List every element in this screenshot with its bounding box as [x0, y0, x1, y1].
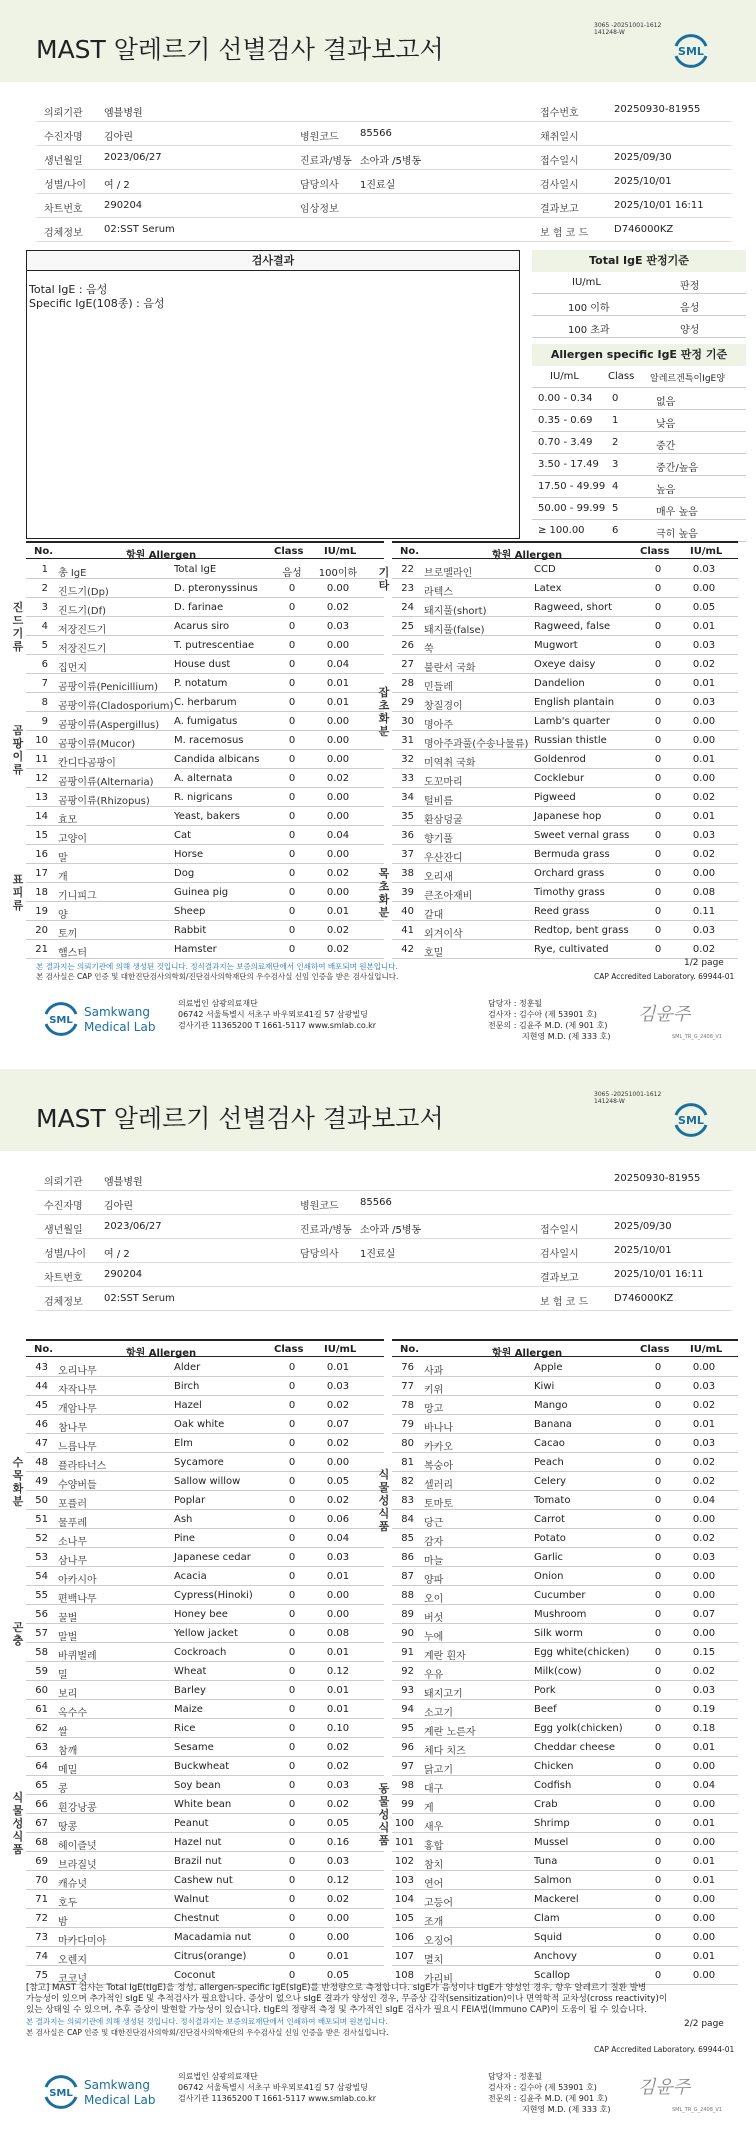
allergen-row: 58 바퀴벌레 Cockroach 0 0.01	[26, 1643, 384, 1662]
allergen-row: 77 키위 Kiwi 0 0.03	[392, 1377, 738, 1396]
allergen-row: 84 당근 Carrot 0 0.00	[392, 1510, 738, 1529]
category-label: 식물성식품	[12, 1791, 24, 1856]
page-number-1: 1/2 page	[684, 958, 724, 968]
allergen-row: 91 계란 흰자 Egg white(chicken) 0 0.15	[392, 1643, 738, 1662]
allergen-row: 101 홍합 Mussel 0 0.00	[392, 1833, 738, 1852]
receipt-no: 20250930-81955	[614, 104, 701, 115]
svg-text:Medical Lab: Medical Lab	[84, 1020, 156, 1034]
spec-criteria-row: 0.35 - 0.69 1 낮음	[532, 410, 746, 432]
allergen-row: 38 오리새 Orchard grass 0 0.00	[392, 864, 738, 883]
signature: 김윤주	[638, 1004, 691, 1025]
samkwang-logo-icon	[44, 2073, 164, 2111]
footer-2: SML Samkwang Medical Lab 의료법인 삼광의료재단 06742 서울특별시 서초구 바우뫼로41길 57 삼광빌딩 검사기관 11365200 T 1661-5117 www.smlab.co.kr 담당자 : 정훈될 검사자 : 김수아 (제 53901 호) 전문의 : 김윤주 M.D. (제 901 호) 지현영 M.D. (제 333 호) 김윤주 SML_TR_G_2408_V1	[36, 2063, 732, 2123]
samkwang-logo-icon	[44, 1000, 164, 1038]
allergen-row: 51 물푸레 Ash 0 0.06	[26, 1510, 384, 1529]
dept: 소아과 /5병동	[360, 156, 422, 167]
allergen-row: 55 편백나무 Cypress(Hinoki) 0 0.00	[26, 1586, 384, 1605]
allergen-row: 8 곰팡이류(Cladosporium) C. herbarum 0 0.01	[26, 693, 384, 712]
allergen-row: 79 바나나 Banana 0 0.01	[392, 1415, 738, 1434]
signature: 김윤주	[638, 2077, 691, 2098]
category-label: 목초화분	[378, 866, 390, 919]
allergen-row: 89 버섯 Mushroom 0 0.07	[392, 1605, 738, 1624]
receipt-date: 2025/09/30	[614, 152, 672, 163]
allergen-row: 27 불란서 국화 Oxeye daisy 0 0.02	[392, 655, 738, 674]
allergen-row: 73 마카다미아 Macadamia nut 0 0.00	[26, 1928, 384, 1947]
allergen-row: 25 돼지풀(false) Ragweed, false 0 0.01	[392, 617, 738, 636]
allergen-table-1-right	[378, 541, 738, 961]
allergen-row: 61 옥수수 Maize 0 0.01	[26, 1700, 384, 1719]
doctor: 1진료실	[360, 180, 396, 191]
result-heading: 검사결과	[27, 251, 519, 271]
sex-age: 여 / 2	[104, 180, 130, 191]
svg-text:SML: SML	[678, 45, 704, 58]
allergen-row: 86 마늘 Garlic 0 0.03	[392, 1548, 738, 1567]
report-page-1: MAST 알레르기 선별검사 결과보고서 3065 -20251001-1612 141248-W SML 의뢰기관 엠블병원 접수번호 20250930-81955 수진자명 김아린 병원코드 85566 채취일시 생년월일 2023/06/27 진료과/병동 소아과 /5병동 접수일시 2025/09/30 성별/나이 여 / 2 담당의사 1진료실 검사일시 2025/10/01 차트번호 290204 임상정보 결과보고 2025/10/01 16:11 검체정보 02:SST Serum 보 험 코 드 D746000KZ 검사결과 Total IgE : 음성 Specific IgE(108종) : 음성 Total IgE 판정기준 IU/mL 판정 100 이하 음성 100 초과 양성 Allergen specific IgE 판정 기준 IU/mL Class 알레르겐특이IgE양 0.00 - 0.34 0 없음 0.35 - 0.69 1 낮음 0.70 - 3.49 2 중간 3.50 - 17.49 3 중간/높음 17.50 - 49.99 4 높음 50.00 - 99.99 5 매우 높음 ≥ 100.00 6 극히 높음 No. 항원 Allergen Class IU/mL 1 총 IgE Total IgE 음성 100이하 2 진드기(Dp) D. pteronyssinus 0 0.00 3 진드기(Df) D. farinae 0 0.02 4 저장진드기 Acarus siro 0 0.03 5 저장진드기 T. putrescentiae 0 0.00 6 집먼지 House dust 0 0.04 7 곰팡이류(Penicillium) P. notatum 0 0.01 8 곰팡이류(Cladosporium) C. herbarum 0 0.01 9 곰팡이류(Aspergillus) A. fumigatus 0 0.00 10 곰팡이류(Mucor) M. racemosus 0 0.00 11 칸디다곰팡이 Candida albicans 0 0.00 12 곰팡이류(Alternaria) A. alternata 0 0.02 13 곰팡이류(Rhizopus) R. nigricans 0 0.00 14 효모 Yeast, bakers 0 0.00 15 고양이 Cat 0 0.04 16 말 Horse 0 0.00 17 개 Dog 0 0.02 18 기니피그 Guinea pig 0 0.00 19 양 Sheep 0 0.01 20 토끼 Rabbit 0 0.02 21 햄스터 Hamster 0 0.02 진드기류 곰팡이류 표피류 No. 항원 Allergen Class IU/mL 22 브로멜라인 CCD 0 0.03 23 라텍스 Latex 0 0.00 24 돼지풀(short) Ragweed, short 0 0.05 25 돼지풀(false) Ragweed, false 0 0.01 26 쑥 Mugwort 0 0.03 27 불란서 국화 Oxeye daisy 0 0.02 28 민들레 Dandelion 0 0.01 29 창질경이 English plantain 0 0.03 30 명아주 Lamb's quarter 0 0.00 31 명아주과풀(수송나물류) Russian thistle 0 0.00 32 미역취 국화 Goldenrod 0 0.01 33 도꼬마리 Cocklebur 0 0.00 34 털비름 Pigweed 0 0.02 35 환삼덩굴 Japanese hop 0 0.01 36 향기풀 Sweet vernal grass 0 0.03 37 우산잔디 Bermuda grass 0 0.02 38 오리새 Orchard grass 0 0.00 39 큰조아재비 Timothy grass 0 0.08 40 갈대 Reed grass 0 0.11 41 외겨이삭 Redtop, bent grass 0 0.03 42 호밀 Rye, cultivated 0 0.02 기타 잡초화분 목초화분 본 결과지는 의뢰기관에 의해 생성된 것입니다. 정식결과지는 보증의료재단에서 인쇄하여 배포되며 원본입니다. 본 검사실은 CAP 인증 및 대한진단검사의학회/진단검사의학재단의 우수검사실 신임 인증을 받은 검사실입니다. 1/2 page CAP Accredited Laboratory. 69944-01 SML Samkwang Medical Lab 의료법인 삼광의료재단 06742 서울특별시 서초구 바우뫼로41길 57 삼광빌딩 검사기관 11365200 T 1661-5117 www.smlab.co.kr 담당자 : 정훈될 검사자 : 김수아 (제 53901 호) 전문의 : 김윤주 M.D. (제 901 호) 지현영 M.D. (제 333 호) 김윤주 SML_TR_G_2408_V1	[0, 0, 756, 1069]
allergen-row: 35 환삼덩굴 Japanese hop 0 0.01	[392, 807, 738, 826]
allergen-row: 88 오이 Cucumber 0 0.00	[392, 1586, 738, 1605]
allergen-row: 12 곰팡이류(Alternaria) A. alternata 0 0.02	[26, 769, 384, 788]
category-label: 잡초화분	[378, 686, 390, 738]
svg-text:Medical Lab: Medical Lab	[84, 2093, 156, 2107]
allergen-row: 41 외겨이삭 Redtop, bent grass 0 0.03	[392, 921, 738, 940]
allergen-row: 14 효모 Yeast, bakers 0 0.00	[26, 807, 384, 826]
allergen-row: 71 호두 Walnut 0 0.02	[26, 1890, 384, 1909]
svg-text:Samkwang: Samkwang	[84, 1005, 150, 1019]
allergen-row: 44 자작나무 Birch 0 0.03	[26, 1377, 384, 1396]
table-header: No. 항원 Allergen Class IU/mL	[392, 541, 738, 559]
spec-criteria-row: 0.00 - 0.34 0 없음	[532, 388, 746, 410]
report-page-2: MAST 알레르기 선별검사 결과보고서 3065 -20251001-1612 141248-W SML 의뢰기관 엠블병원 20250930-81955 수진자명 김아린 병원코드 85566 생년월일 2023/06/27 진료과/병동 소아과 /5병동 접수일시 2025/09/30 성별/나이 여 / 2 담당의사 1진료실 검사일시 2025/10/01 차트번호 290204 결과보고 2025/10/01 16:11 검체정보 02:SST Serum 보 험 코 드 D746000KZ No. 항원 Allergen Class IU/mL 43 오리나무 Alder 0 0.01 44 자작나무 Birch 0 0.03 45 개암나무 Hazel 0 0.02 46 참나무 Oak white 0 0.07 47 느릅나무 Elm 0 0.02 48 플라타너스 Sycamore 0 0.00 49 수양버들 Sallow willow 0 0.05 50 포플러 Poplar 0 0.02 51 물푸레 Ash 0 0.06 52 소나무 Pine 0 0.04 53 삼나무 Japanese cedar 0 0.03 54 아카시아 Acacia 0 0.01 55 편백나무 Cypress(Hinoki) 0 0.00 56 꿀벌 Honey bee 0 0.00 57 말벌 Yellow jacket 0 0.08 58 바퀴벌레 Cockroach 0 0.01 59 밀 Wheat 0 0.12 60 보리 Barley 0 0.01 61 옥수수 Maize 0 0.01 62 쌀 Rice 0 0.10 63 참깨 Sesame 0 0.02 64 메밀 Buckwheat 0 0.02 65 콩 Soy bean 0 0.03 66 흰강낭콩 White bean 0 0.02 67 땅콩 Peanut 0 0.05 68 헤이즐넛 Hazel nut 0 0.16 69 브라질넛 Brazil nut 0 0.03 70 캐슈넛 Cashew nut 0 0.12 71 호두 Walnut 0 0.02 72 밤 Chestnut 0 0.00 73 마카다미아 Macadamia nut 0 0.00 74 오렌지 Citrus(orange) 0 0.01 75 코코넛 Coconut 0 0.05 수목화분 곤충 식물성식품 No. 항원 Allergen Class IU/mL 76 사과 Apple 0 0.00 77 키위 Kiwi 0 0.03 78 망고 Mango 0 0.02 79 바나나 Banana 0 0.01 80 카카오 Cacao 0 0.03 81 복숭아 Peach 0 0.02 82 셀러리 Celery 0 0.02 83 토마토 Tomato 0 0.04 84 당근 Carrot 0 0.00 85 감자 Potato 0 0.02 86 마늘 Garlic 0 0.03 87 양파 Onion 0 0.00 88 오이 Cucumber 0 0.00 89 버섯 Mushroom 0 0.07 90 누에 Silk worm 0 0.00 91 계란 흰자 Egg white(chicken) 0 0.15 92 우유 Milk(cow) 0 0.02 93 돼지고기 Pork 0 0.03 94 소고기 Beef 0 0.19 95 계란 노른자 Egg yolk(chicken) 0 0.18 96 체다 치즈 Cheddar cheese 0 0.01 97 닭고기 Chicken 0 0.00 98 대구 Codfish 0 0.04 99 게 Crab 0 0.00 100 새우 Shrimp 0 0.01 101 홍합 Mussel 0 0.00 102 참치 Tuna 0 0.01 103 연어 Salmon 0 0.01 104 고등어 Mackerel 0 0.00 105 조개 Clam 0 0.00 106 오징어 Squid 0 0.00 107 멸치 Anchovy 0 0.01 108 가리비 Scallop 0 0.00 식물성식품 동물성식품 [참고] MAST 검사는 Total IgE(tIgE)을 정성, allergen-specific IgE(sIgE)를 반정량으로 측정합니다. sIgE가 음성이나 tIgE가 양성인 경우, 항우 알레르기 질환 발병 가능성이 있으며 추가적인 sIgE 및 추적검사가 필요합니다. 증상이 없으나 sIgE 결과가 양성인 경우, 무증상 감작(sensitization)이나 면역학적 교차성(cross reactivity)이 있는 상태일 수 있으며, 추후 증상이 발현할 가능성이 있습니다. tIgE의 정량적 측정 및 추가적인 sIgE 검사가 필요시 FEIA법(Immuno CAP)이 도움이 될 수 있습니다. 본 결과지는 의뢰기관에 의해 생성된 것입니다. 정식결과지는 보증의료재단에서 인쇄하여 배포되며 원본입니다. 본 검사실은 CAP 인증 및 대한진단검사의학회/진단검사의학재단의 우수검사실 신임 인증을 받은 검사실입니다. 2/2 page CAP Accredited Laboratory. 69944-01 SML Samkwang Medical Lab 의료법인 삼광의료재단 06742 서울특별시 서초구 바우뫼로41길 57 삼광빌딩 검사기관 11365200 T 1661-5117 www.smlab.co.kr 담당자 : 정훈될 검사자 : 김수아 (제 53901 호) 전문의 : 김윤주 M.D. (제 901 호) 지현영 M.D. (제 333 호) 김윤주 SML_TR_G_2408_V1	[0, 1069, 756, 2138]
allergen-row: 37 우산잔디 Bermuda grass 0 0.02	[392, 845, 738, 864]
allergen-row: 32 미역취 국화 Goldenrod 0 0.01	[392, 750, 738, 769]
specific-criteria-title: Allergen specific IgE 판정 기준	[532, 344, 746, 366]
allergen-row: 99 게 Crab 0 0.00	[392, 1795, 738, 1814]
allergen-row: 45 개암나무 Hazel 0 0.02	[26, 1396, 384, 1415]
allergen-row: 63 참깨 Sesame 0 0.02	[26, 1738, 384, 1757]
allergen-row: 64 메밀 Buckwheat 0 0.02	[26, 1757, 384, 1776]
allergen-row: 60 보리 Barley 0 0.01	[26, 1681, 384, 1700]
allergen-row: 4 저장진드기 Acarus siro 0 0.03	[26, 617, 384, 636]
report-code: 3065 -20251001-1612 141248-W	[594, 22, 662, 36]
result-specific: Specific IgE(108종) : 음성	[29, 297, 165, 310]
allergen-row: 78 망고 Mango 0 0.02	[392, 1396, 738, 1415]
allergen-row: 46 참나무 Oak white 0 0.07	[26, 1415, 384, 1434]
allergen-row: 10 곰팡이류(Mucor) M. racemosus 0 0.00	[26, 731, 384, 750]
allergen-row: 54 아카시아 Acacia 0 0.01	[26, 1567, 384, 1586]
footnote-1: 본 결과지는 의뢰기관에 의해 생성된 것입니다. 정식결과지는 보증의료재단에서 인쇄하여 배포되며 원본입니다. 본 검사실은 CAP 인증 및 대한진단검사의학회/진단검사의학재단의 우수검사실 신임 인증을 받은 검사실입니다.	[36, 962, 399, 981]
allergen-row: 69 브라질넛 Brazil nut 0 0.03	[26, 1852, 384, 1871]
allergen-table-2-right	[378, 1339, 738, 1999]
spec-criteria-row: 0.70 - 3.49 2 중간	[532, 432, 746, 454]
report-date: 2025/10/01 16:11	[614, 200, 704, 211]
allergen-row: 43 오리나무 Alder 0 0.01	[26, 1358, 384, 1377]
category-label: 기타	[378, 566, 390, 592]
footer-1: SML Samkwang Medical Lab 의료법인 삼광의료재단 06742 서울특별시 서초구 바우뫼로41길 57 삼광빌딩 검사기관 11365200 T 1661-5117 www.smlab.co.kr 담당자 : 정훈될 검사자 : 김수아 (제 53901 호) 전문의 : 김윤주 M.D. (제 901 호) 지현영 M.D. (제 333 호) 김윤주 SML_TR_G_2408_V1	[36, 990, 732, 1050]
allergen-row: 95 계란 노른자 Egg yolk(chicken) 0 0.18	[392, 1719, 738, 1738]
svg-text:SML: SML	[49, 1015, 73, 1026]
allergen-row: 3 진드기(Df) D. farinae 0 0.02	[26, 598, 384, 617]
allergen-row: 83 토마토 Tomato 0 0.04	[392, 1491, 738, 1510]
table-header: No. 항원 Allergen Class IU/mL	[392, 1339, 738, 1357]
category-label: 곰팡이류	[12, 724, 24, 776]
allergen-row: 104 고등어 Mackerel 0 0.00	[392, 1890, 738, 1909]
allergen-row: 75 코코넛 Coconut 0 0.05	[26, 1966, 384, 1985]
allergen-row: 96 체다 치즈 Cheddar cheese 0 0.01	[392, 1738, 738, 1757]
spec-criteria-row: 3.50 - 17.49 3 중간/높음	[532, 454, 746, 476]
cap-line-2: CAP Accredited Laboratory. 69944-01	[594, 2045, 735, 2054]
hospital-name: 엠블병원	[104, 108, 143, 119]
allergen-row: 1 총 IgE Total IgE 음성 100이하	[26, 560, 384, 579]
sml-logo-icon	[672, 1101, 710, 1139]
spec-criteria-row: 50.00 - 99.99 5 매우 높음	[532, 498, 746, 520]
allergen-row: 81 복숭아 Peach 0 0.02	[392, 1453, 738, 1472]
allergen-row: 39 큰조아재비 Timothy grass 0 0.08	[392, 883, 738, 902]
category-label: 식물성식품	[378, 1468, 390, 1533]
hospital-code: 85566	[360, 128, 392, 139]
report-title: MAST 알레르기 선별검사 결과보고서	[36, 35, 444, 64]
patient-name: 김아린	[104, 132, 133, 143]
allergen-row: 31 명아주과풀(수송나물류) Russian thistle 0 0.00	[392, 731, 738, 750]
allergen-row: 42 호밀 Rye, cultivated 0 0.02	[392, 940, 738, 959]
result-box	[26, 250, 520, 539]
allergen-row: 21 햄스터 Hamster 0 0.02	[26, 940, 384, 959]
allergen-row: 100 새우 Shrimp 0 0.01	[392, 1814, 738, 1833]
allergen-table-2-left	[12, 1339, 384, 1999]
allergen-row: 107 멸치 Anchovy 0 0.01	[392, 1947, 738, 1966]
spec-criteria-row: 17.50 - 49.99 4 높음	[532, 476, 746, 498]
allergen-row: 56 꿀벌 Honey bee 0 0.00	[26, 1605, 384, 1624]
allergen-row: 97 닭고기 Chicken 0 0.00	[392, 1757, 738, 1776]
allergen-row: 65 콩 Soy bean 0 0.03	[26, 1776, 384, 1795]
allergen-row: 50 포플러 Poplar 0 0.02	[26, 1491, 384, 1510]
allergen-row: 28 민들레 Dandelion 0 0.01	[392, 674, 738, 693]
allergen-row: 47 느릅나무 Elm 0 0.02	[26, 1434, 384, 1453]
allergen-row: 105 조개 Clam 0 0.00	[392, 1909, 738, 1928]
cap-line-1: CAP Accredited Laboratory. 69944-01	[594, 972, 735, 981]
category-label: 수목화분	[12, 1455, 24, 1508]
report-code: 3065 -20251001-1612 141248-W	[594, 1091, 662, 1105]
allergen-row: 106 오징어 Squid 0 0.00	[392, 1928, 738, 1947]
svg-text:Samkwang: Samkwang	[84, 2078, 150, 2092]
spec-criteria-row: ≥ 100.00 6 극히 높음	[532, 520, 746, 542]
allergen-row: 67 땅콩 Peanut 0 0.05	[26, 1814, 384, 1833]
allergen-row: 102 참치 Tuna 0 0.01	[392, 1852, 738, 1871]
allergen-row: 24 돼지풀(short) Ragweed, short 0 0.05	[392, 598, 738, 617]
category-label: 표피류	[12, 873, 24, 912]
allergen-row: 9 곰팡이류(Aspergillus) A. fumigatus 0 0.00	[26, 712, 384, 731]
allergen-row: 5 저장진드기 T. putrescentiae 0 0.00	[26, 636, 384, 655]
allergen-row: 17 개 Dog 0 0.02	[26, 864, 384, 883]
chart-no: 290204	[104, 200, 143, 211]
allergen-row: 13 곰팡이류(Rhizopus) R. nigricans 0 0.00	[26, 788, 384, 807]
allergen-row: 57 말벌 Yellow jacket 0 0.08	[26, 1624, 384, 1643]
svg-text:SML: SML	[49, 2088, 73, 2099]
allergen-row: 53 삼나무 Japanese cedar 0 0.03	[26, 1548, 384, 1567]
allergen-row: 6 집먼지 House dust 0 0.04	[26, 655, 384, 674]
allergen-row: 22 브로멜라인 CCD 0 0.03	[392, 560, 738, 579]
allergen-row: 33 도꼬마리 Cocklebur 0 0.00	[392, 769, 738, 788]
allergen-row: 87 양파 Onion 0 0.00	[392, 1567, 738, 1586]
category-label: 진드기류	[12, 600, 24, 653]
allergen-table-1-left	[12, 541, 384, 961]
category-label: 동물성식품	[378, 1781, 390, 1847]
allergen-row: 82 셀러리 Celery 0 0.02	[392, 1472, 738, 1491]
table-header: No. 항원 Allergen Class IU/mL	[26, 541, 384, 559]
test-date: 2025/10/01	[614, 176, 672, 187]
allergen-row: 85 감자 Potato 0 0.02	[392, 1529, 738, 1548]
allergen-row: 76 사과 Apple 0 0.00	[392, 1358, 738, 1377]
allergen-row: 103 연어 Salmon 0 0.01	[392, 1871, 738, 1890]
allergen-row: 2 진드기(Dp) D. pteronyssinus 0 0.00	[26, 579, 384, 598]
allergen-row: 70 캐슈넛 Cashew nut 0 0.12	[26, 1871, 384, 1890]
allergen-row: 40 갈대 Reed grass 0 0.11	[392, 902, 738, 921]
table-header: No. 항원 Allergen Class IU/mL	[26, 1339, 384, 1357]
allergen-row: 92 우유 Milk(cow) 0 0.02	[392, 1662, 738, 1681]
svg-text:SML: SML	[678, 1114, 704, 1127]
allergen-row: 66 흰강낭콩 White bean 0 0.02	[26, 1795, 384, 1814]
total-criteria-title: Total IgE 판정기준	[532, 250, 746, 272]
allergen-row: 62 쌀 Rice 0 0.10	[26, 1719, 384, 1738]
allergen-row: 23 라텍스 Latex 0 0.00	[392, 579, 738, 598]
insurance-code: D746000KZ	[614, 224, 674, 235]
allergen-row: 94 소고기 Beef 0 0.19	[392, 1700, 738, 1719]
allergen-row: 93 돼지고기 Pork 0 0.03	[392, 1681, 738, 1700]
report-title: MAST 알레르기 선별검사 결과보고서	[36, 1104, 444, 1133]
allergen-row: 90 누에 Silk worm 0 0.00	[392, 1624, 738, 1643]
allergen-row: 34 털비름 Pigweed 0 0.02	[392, 788, 738, 807]
reference-note: [참고] MAST 검사는 Total IgE(tIgE)을 정성, allergen-specific IgE(sIgE)를 반정량으로 측정합니다. sIgE가 음성이나 tIgE가 양성인 경우, 항우 알레르기 질환 발병 가능성이 있으며 추가적인 sIgE 및 추적검사가 필요합니다. 증상이 없으나 sIgE 결과가 양성인 경우, 무증상 감작(sensitization)이나 면역학적 교차성(cross reactivity)이 있는 상태일 수 있으며, 추후 증상이 발현할 가능성이 있습니다. tIgE의 정량적 측정 및 추가적인 sIgE 검사가 필요시 FEIA법(Immuno CAP)이 도움이 될 수 있습니다. 본 결과지는 의뢰기관에 의해 생성된 것입니다. 정식결과지는 보증의료재단에서 인쇄하여 배포되며 원본입니다. 본 검사실은 CAP 인증 및 대한진단검사의학회/진단검사의학재단의 우수검사실 신임 인증을 받은 검사실입니다.	[26, 1983, 668, 2037]
allergen-row: 49 수양버들 Sallow willow 0 0.05	[26, 1472, 384, 1491]
criteria-panel: Total IgE 판정기준 IU/mL 판정 100 이하 음성 100 초과 양성 Allergen specific IgE 판정 기준 IU/mL Class 알레르겐특이IgE양 0.00 - 0.34 0 없음 0.35 - 0.69 1 낮음 0.70 - 3.49 2 중간 3.50 - 17.49 3 중간/높음 17.50 - 49.99 4 높음 50.00 - 99.99 5 매우 높음 ≥ 100.00 6 극히 높음	[532, 250, 746, 542]
allergen-row: 74 오렌지 Citrus(orange) 0 0.01	[26, 1947, 384, 1966]
allergen-row: 80 카카오 Cacao 0 0.03	[392, 1434, 738, 1453]
allergen-row: 72 밤 Chestnut 0 0.00	[26, 1909, 384, 1928]
allergen-row: 15 고양이 Cat 0 0.04	[26, 826, 384, 845]
allergen-row: 59 밀 Wheat 0 0.12	[26, 1662, 384, 1681]
allergen-row: 98 대구 Codfish 0 0.04	[392, 1776, 738, 1795]
allergen-row: 36 향기풀 Sweet vernal grass 0 0.03	[392, 826, 738, 845]
allergen-row: 18 기니피그 Guinea pig 0 0.00	[26, 883, 384, 902]
allergen-row: 68 헤이즐넛 Hazel nut 0 0.16	[26, 1833, 384, 1852]
allergen-row: 16 말 Horse 0 0.00	[26, 845, 384, 864]
allergen-row: 48 플라타너스 Sycamore 0 0.00	[26, 1453, 384, 1472]
allergen-row: 11 칸디다곰팡이 Candida albicans 0 0.00	[26, 750, 384, 769]
allergen-row: 108 가리비 Scallop 0 0.00	[392, 1966, 738, 1985]
allergen-row: 20 토끼 Rabbit 0 0.02	[26, 921, 384, 940]
allergen-row: 52 소나무 Pine 0 0.04	[26, 1529, 384, 1548]
dob: 2023/06/27	[104, 152, 162, 163]
result-total: Total IgE : 음성	[29, 283, 108, 296]
allergen-row: 7 곰팡이류(Penicillium) P. notatum 0 0.01	[26, 674, 384, 693]
allergen-row: 19 양 Sheep 0 0.01	[26, 902, 384, 921]
category-label: 곤충	[12, 1620, 24, 1647]
specimen: 02:SST Serum	[104, 224, 175, 235]
allergen-row: 29 창질경이 English plantain 0 0.03	[392, 693, 738, 712]
sml-logo-icon	[672, 32, 710, 70]
page-number-2: 2/2 page	[684, 2019, 724, 2029]
allergen-row: 26 쑥 Mugwort 0 0.03	[392, 636, 738, 655]
allergen-row: 30 명아주 Lamb's quarter 0 0.00	[392, 712, 738, 731]
